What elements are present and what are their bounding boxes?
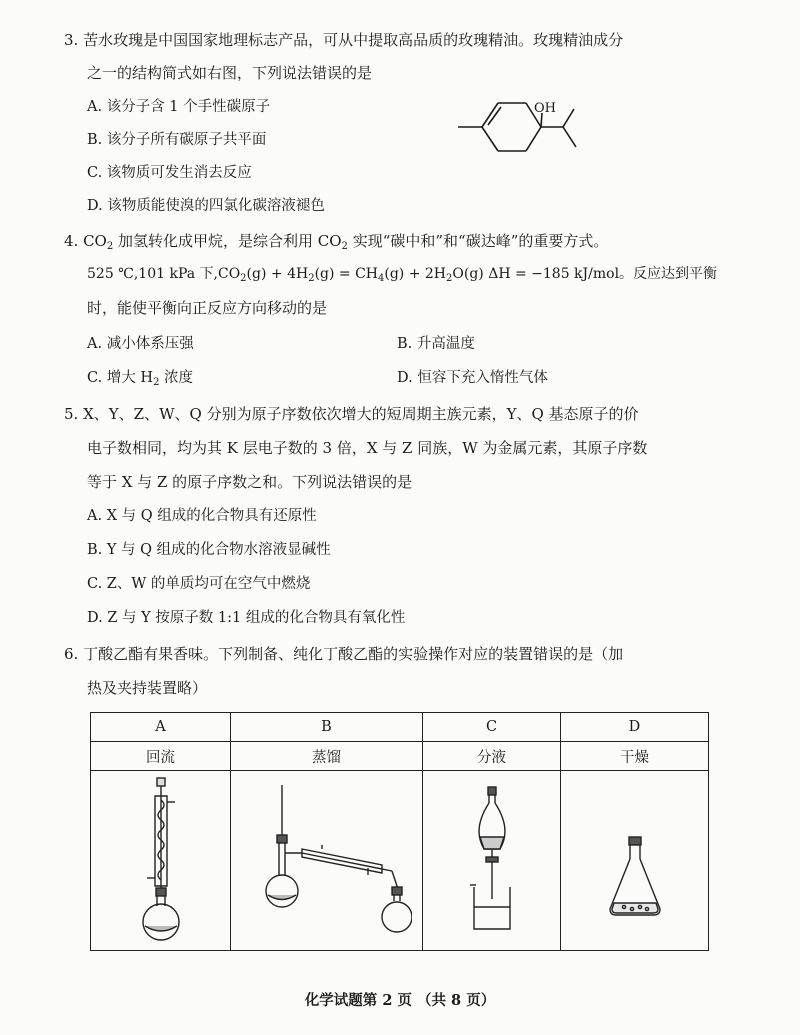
col-letter-c[interactable]: C <box>423 713 561 742</box>
col-letter-a[interactable]: A <box>91 713 231 742</box>
q6-stem-line1: 6. 丁酸乙酯有果香味。下列制备、纯化丁酸乙酯的实验操作对应的装置错误的是（加 <box>64 645 624 663</box>
separatory-funnel-icon <box>452 779 532 939</box>
q3-option-d[interactable]: D. 该物质能使溴的四氯化碳溶液褪色 <box>87 198 325 214</box>
molecule-structure-diagram <box>450 85 590 165</box>
reflux-condenser-icon <box>131 774 191 944</box>
erlenmeyer-flask-icon <box>600 779 670 939</box>
operation-reflux: 回流 <box>91 742 231 771</box>
drying-apparatus-cell <box>561 771 709 951</box>
q4-option-b[interactable]: B. 升高温度 <box>397 336 475 352</box>
q3-stem-line1: 3. 苦水玫瑰是中国国家地理标志产品，可从中提取高品质的玫瑰精油。玫瑰精油成分 <box>64 31 624 49</box>
reflux-apparatus-cell <box>91 771 231 951</box>
distillation-apparatus-icon <box>242 779 412 939</box>
apparatus-table <box>90 712 709 951</box>
q4-option-d[interactable]: D. 恒容下充入惰性气体 <box>397 370 548 386</box>
q3-option-b[interactable]: B. 该分子所有碳原子共平面 <box>87 132 267 148</box>
q5-option-d[interactable]: D. Z 与 Y 按原子数 1:1 组成的化合物具有氧化性 <box>87 610 406 626</box>
q5-stem-line2: 电子数相同，均为其 K 层电子数的 3 倍，X 与 Z 同族，W 为金属元素，其原子序数 <box>87 439 648 457</box>
q5-option-b[interactable]: B. Y 与 Q 组成的化合物水溶液显碱性 <box>87 542 331 558</box>
q4-stem-line1: 4. $CO_2$ 加氢转化成甲烷，是综合利用 $CO_2$ 实现“碳中和”和“碳达峰”的重要方式。 <box>64 232 609 252</box>
q4-stem-line2: 525 ℃,101 kPa 下$,CO_2(g) + 4H_2(g) = CH_4(g) + 2H_2O(g) \Delta H = -185$ kJ/mol。反应达到平衡 <box>87 266 718 284</box>
q5-stem-line1: 5. X、Y、Z、W、Q 分别为原子序数依次增大的短周期主族元素，Y、Q 基态原子的价 <box>64 405 639 423</box>
q3-option-a[interactable]: A. 该分子含 1 个手性碳原子 <box>87 99 271 115</box>
q5-option-c[interactable]: C. Z、W 的单质均可在空气中燃烧 <box>87 576 311 592</box>
q4-stem-line3: 时，能使平衡向正反应方向移动的是 <box>87 299 328 317</box>
separation-apparatus-cell <box>423 771 561 951</box>
col-letter-d[interactable]: D <box>561 713 709 742</box>
q6-stem-line2: 热及夹持装置略） <box>87 679 208 697</box>
q4-option-c[interactable]: C. 增大 $H_2$ 浓度 <box>87 370 194 388</box>
operation-drying: 干燥 <box>561 742 709 771</box>
page-footer: 化学试题第 2 页 （共 8 页） <box>304 992 496 1009</box>
distillation-apparatus-cell <box>231 771 423 951</box>
q5-stem-line3: 等于 X 与 Z 的原子序数之和。下列说法错误的是 <box>87 473 413 491</box>
q4-option-a[interactable]: A. 减小体系压强 <box>87 336 194 352</box>
q5-option-a[interactable]: A. X 与 Q 组成的化合物具有还原性 <box>87 508 317 524</box>
q3-stem-line2: 之一的结构简式如右图，下列说法错误的是 <box>87 64 373 82</box>
operation-distillation: 蒸馏 <box>231 742 423 771</box>
col-letter-b[interactable]: B <box>231 713 423 742</box>
oh-label: OH <box>534 101 556 116</box>
operation-separation: 分液 <box>423 742 561 771</box>
q3-option-c[interactable]: C. 该物质可发生消去反应 <box>87 165 252 181</box>
